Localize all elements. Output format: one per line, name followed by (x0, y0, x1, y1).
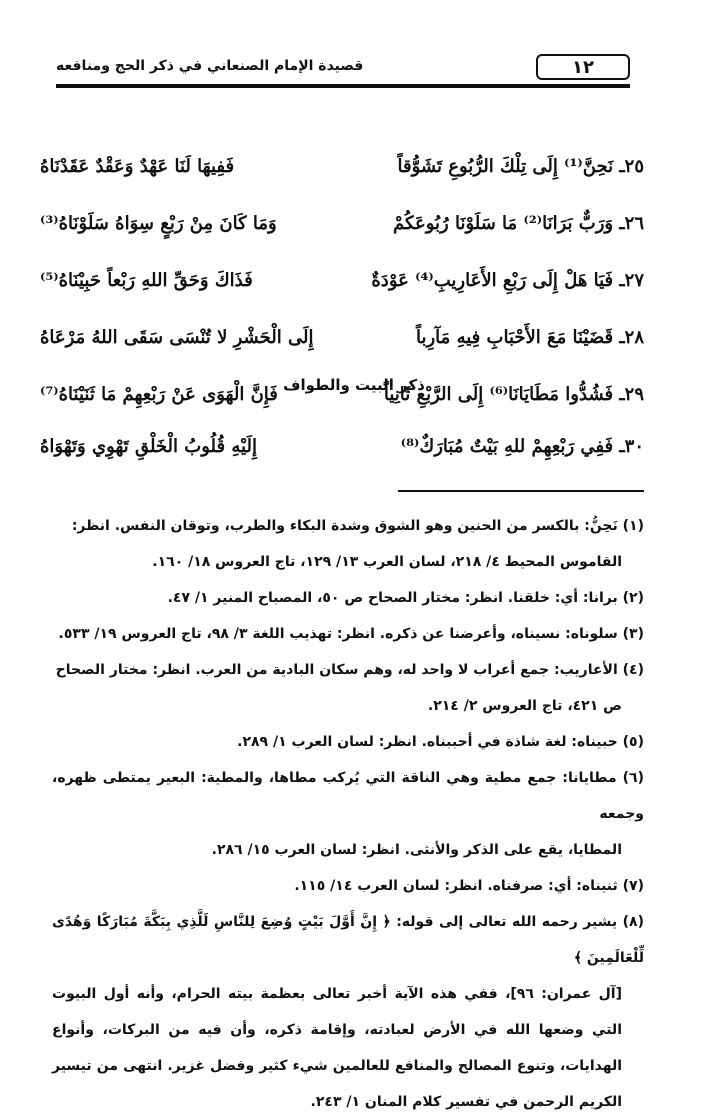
footnote-7 (52, 868, 644, 904)
section-title: ذكر البيت والطواف (283, 376, 425, 394)
verse-second-hemistich: إِلَيْهِ قُلُوبُ الْخَلْقِ تَهْوِي وَتَهْوَاهُ (40, 436, 257, 457)
verse-second-hemistich: وَمَا كَانَ مِنْ رَبْعٍ سِوَاهُ سَلَوْنَاهُ⁽³⁾ (40, 213, 277, 234)
header-rule (56, 84, 630, 88)
verse-25 (40, 138, 644, 195)
page-number: ١٢ (536, 54, 630, 80)
verse-28 (40, 309, 644, 366)
verse-second-hemistich: إِلَى الْحَشْرِ لا تُنْسَى سَقَى اللهُ مَرْعَاهُ (40, 327, 314, 348)
footnote-separator (398, 490, 644, 492)
footnote-text: (٨) يشير رحمه الله تعالى إلى قوله: ﴿ إِنَّ أَوَّلَ بَيْتٍ وُضِعَ لِلنَّاسِ لَلَّذِي بِبَكَّةَ مُبَارَكًا وَهُدًى لِّلْعَالَمِينَ ﴾ (52, 914, 644, 966)
footnote-text: (١) نَحِنُّ: بالكسر من الحنين وهو الشوق وشدة البكاء والطرب، وتوقان النفس. انظر: (71, 518, 644, 534)
footnote-3 (52, 616, 644, 652)
verse-26 (40, 195, 644, 252)
verse-second-hemistich: فَإِنَّ الْهَوَى عَنْ رَبْعِهِمْ مَا ثَنَيْنَاهُ⁽⁷⁾ (40, 384, 278, 405)
footnote-5 (52, 724, 644, 760)
verse-first-hemistich: ٢٧ـ فَيَا هَلْ إِلَى رَبْعِ الأَعَارِيبِ⁽⁴⁾ عَوْدَةٌ (371, 270, 644, 291)
footnote-text: (٦) مطايانا: جمع مطية وهي الناقة التي يُركب مطاها، والمطية: البعير يمتطى ظهره، وجمعه (52, 770, 644, 822)
verse-second-hemistich: فَذَاكَ وَحَقِّ اللهِ رَبْعاً حَبِيْنَاهُ⁽⁵⁾ (40, 270, 253, 291)
footnote-4 (52, 652, 644, 724)
verse-30 (40, 418, 644, 475)
verse-29 (40, 366, 644, 423)
footnote-continuation: ص ٤٢١، تاج العروس ٢/ ٢١٤. (427, 698, 622, 714)
footnote-6 (52, 760, 644, 868)
footnote-continuation: المطايا، يقع على الذكر والأنثى. انظر: لسان العرب ١٥/ ٢٨٦. (211, 842, 622, 858)
footnote-text: (٥) حبيناه: لغة شاذة في أحببناه. انظر: لسان العرب ١/ ٢٨٩. (237, 734, 644, 750)
verse-first-hemistich: ٢٩ـ فَشُدُّوا مَطَايَانَا⁽⁶⁾ إِلَى الرَّبْعِ ثَانِياً (383, 384, 644, 405)
verse-first-hemistich: ٣٠ـ فَفِي رَبْعِهِمْ للهِ بَيْتٌ مُبَارَكٌ⁽⁸⁾ (400, 436, 644, 457)
verse-27 (40, 252, 644, 309)
footnote-1 (52, 508, 644, 580)
verse-first-hemistich: ٢٦ـ وَرَبٌّ بَرَانَا⁽²⁾ مَا سَلَوْنَا رُبُوعَكُمْ (393, 213, 644, 234)
verse-first-hemistich: ٢٥ـ نَحِنَّ⁽¹⁾ إِلَى تِلْكَ الرُّبُوعِ تَشَوُّقاً (397, 156, 644, 177)
footnote-continuation: القاموس المحيط ٤/ ٢١٨، لسان العرب ١٣/ ١٢٩، تاج العروس ١٨/ ١٦٠. (152, 554, 622, 570)
footnote-text: (٣) سلوناه: نسيناه، وأعرضنا عن ذكره. انظر: تهذيب اللغة ٣/ ٩٨، تاج العروس ١٩/ ٥٣٣. (58, 626, 644, 642)
footnote-text: (٤) الأعاريب: جمع أعراب لا واحد له، وهم سكان البادية من العرب. انظر: مختار الصحاح (55, 662, 644, 678)
footnote-continuation: [آل عمران: ٩٦]، ففي هذه الآية أخبر تعالى بعظمة بيته الحرام، وأنه أول البيوت التي وضعها الله في الأرض لعبادته، وإقامة ذكره، وأن فيه من البركات، وأنواع الهدايات، وتنوع المصالح والمنافع للعالمين شيء كثير وفضل غزير. انتهى من تيسير الكريم الرحمن في تفسير كلام المنان ١/ ٢٤٣. (52, 986, 622, 1110)
verse-first-hemistich: ٢٨ـ قَضَيْنَا مَعَ الأَحْبَابِ فِيهِ مَآرِباً (416, 327, 644, 348)
footnote-text: (٢) برانا: أي: خلقنا. انظر: مختار الصحاح ص ٥٠، المصباح المنير ١/ ٤٧. (167, 590, 644, 606)
verse-second-hemistich: فَفِيهَا لَنَا عَهْدٌ وَعَقْدٌ عَقَدْنَاهُ (40, 156, 235, 177)
running-title: قصيدة الإمام الصنعاني في ذكر الحج ومنافعه (56, 58, 364, 74)
footnote-2 (52, 580, 644, 616)
page-header (20, 46, 688, 90)
footnote-text: (٧) ثنيناه: أي: صرفناه. انظر: لسان العرب ١٤/ ١١٥. (294, 878, 644, 894)
footnote-8 (52, 904, 644, 1120)
footnotes (52, 508, 644, 1120)
